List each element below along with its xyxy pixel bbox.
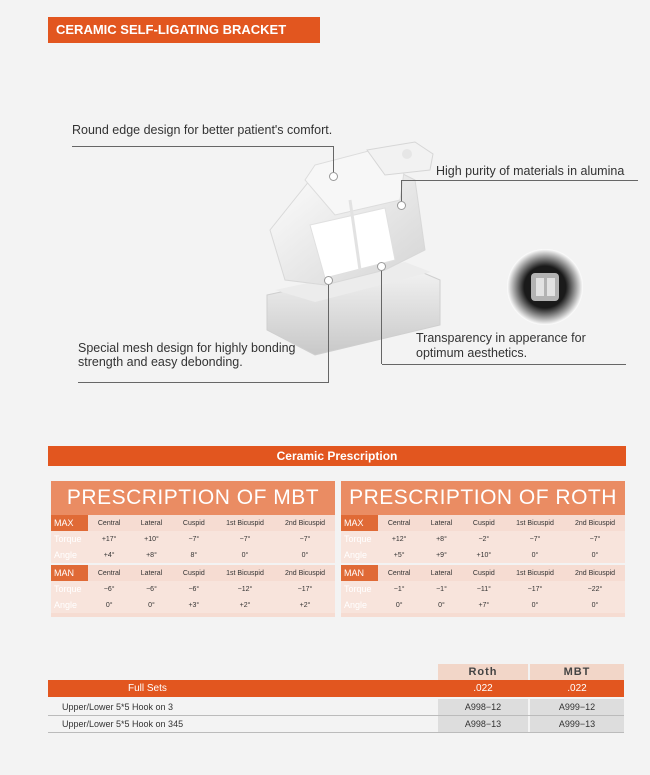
man-label: MAN bbox=[341, 564, 378, 581]
table-cell: +3° bbox=[173, 597, 215, 613]
table-cell: −1° bbox=[378, 581, 420, 597]
callout-purity: High purity of materials in alumina bbox=[436, 164, 625, 178]
leader-dot bbox=[329, 172, 338, 181]
mbt-prescription-table bbox=[51, 481, 335, 617]
roth-slot: .022 bbox=[473, 683, 493, 694]
mbt-slot: .022 bbox=[567, 683, 587, 694]
leader-dot bbox=[377, 262, 386, 271]
torque-label: Torque bbox=[51, 581, 88, 597]
table-cell: −6° bbox=[130, 581, 172, 597]
table-cell: +10° bbox=[463, 547, 505, 564]
col-header: 2nd Bicuspid bbox=[275, 564, 335, 581]
callout-transparency-line-2: optimum aesthetics. bbox=[416, 346, 528, 360]
table-cell: −11° bbox=[463, 581, 505, 597]
full-sets-row bbox=[48, 680, 624, 697]
table-row bbox=[48, 699, 624, 716]
mbt-code: A999−12 bbox=[530, 699, 624, 715]
table-cell: −7° bbox=[565, 531, 625, 547]
col-header: Lateral bbox=[430, 519, 453, 527]
prescription-band: Ceramic Prescription bbox=[48, 446, 626, 466]
table-cell: 0° bbox=[505, 597, 565, 613]
full-sets-label: Full Sets bbox=[128, 683, 167, 694]
roth-prescription-table bbox=[341, 481, 625, 617]
col-header: Lateral bbox=[140, 519, 163, 527]
roth-column-header: Roth bbox=[438, 664, 528, 680]
table-cell: +8° bbox=[420, 531, 462, 547]
man-label: MAN bbox=[51, 564, 88, 581]
col-header: Central bbox=[387, 519, 411, 527]
leader-line bbox=[78, 382, 329, 383]
max-label: MAX bbox=[51, 515, 88, 531]
table-cell: −6° bbox=[173, 581, 215, 597]
col-header: Cuspid bbox=[472, 519, 495, 527]
table-cell: +8° bbox=[130, 547, 172, 564]
table-cell: 0° bbox=[565, 547, 625, 564]
table-cell: −1° bbox=[420, 581, 462, 597]
table-cell: +10° bbox=[130, 531, 172, 547]
callout-transparency-line-1: Transparency in apperance for bbox=[416, 331, 586, 345]
callout-round-edge: Round edge design for better patient's comfort. bbox=[72, 123, 333, 137]
angle-label: Angle bbox=[341, 547, 378, 564]
table-cell: +4° bbox=[88, 547, 130, 564]
col-header: Cuspid bbox=[182, 519, 205, 527]
callout-mesh-line-2: strength and easy debonding. bbox=[78, 355, 243, 369]
col-header: 1st Bicuspid bbox=[516, 519, 554, 527]
torque-label: Torque bbox=[341, 531, 378, 547]
table-cell: −17° bbox=[505, 581, 565, 597]
bracket-photo-inset bbox=[507, 249, 583, 325]
table-cell: −7° bbox=[275, 531, 335, 547]
table-cell: +5° bbox=[378, 547, 420, 564]
table-cell: 0° bbox=[275, 547, 335, 564]
col-header: Cuspid bbox=[463, 564, 505, 581]
table-cell: −6° bbox=[88, 581, 130, 597]
col-header: Central bbox=[378, 564, 420, 581]
angle-label: Angle bbox=[51, 597, 88, 613]
col-header: 1st Bicuspid bbox=[226, 519, 264, 527]
table-cell: −7° bbox=[215, 531, 275, 547]
roth-title: PRESCRIPTION OF ROTH bbox=[341, 481, 625, 515]
row-label: Upper/Lower 5*5 Hook on 3 bbox=[62, 702, 174, 712]
roth-code: A998−12 bbox=[438, 699, 528, 715]
table-cell: −2° bbox=[463, 531, 505, 547]
row-label: Upper/Lower 5*5 Hook on 345 bbox=[62, 719, 184, 729]
leader-line bbox=[72, 146, 334, 147]
mbt-column-header: MBT bbox=[530, 664, 624, 680]
col-header: 2nd Bicuspid bbox=[565, 564, 625, 581]
leader-line bbox=[382, 364, 626, 365]
table-cell: 0° bbox=[130, 597, 172, 613]
table-cell: +9° bbox=[420, 547, 462, 564]
table-cell: +17° bbox=[88, 531, 130, 547]
table-cell: +12° bbox=[378, 531, 420, 547]
col-header: 2nd Bicuspid bbox=[284, 519, 326, 527]
table-cell: +2° bbox=[215, 597, 275, 613]
col-header: 1st Bicuspid bbox=[215, 564, 275, 581]
leader-line bbox=[381, 268, 382, 364]
col-header: 2nd Bicuspid bbox=[574, 519, 616, 527]
torque-label: Torque bbox=[341, 581, 378, 597]
angle-label: Angle bbox=[341, 597, 378, 613]
leader-line bbox=[402, 180, 638, 181]
ceramic-bracket-image bbox=[255, 140, 445, 360]
table-cell: −22° bbox=[565, 581, 625, 597]
roth-code: A998−13 bbox=[438, 716, 528, 732]
max-label: MAX bbox=[341, 515, 378, 531]
table-cell: 8° bbox=[173, 547, 215, 564]
torque-label: Torque bbox=[51, 531, 88, 547]
leader-dot bbox=[397, 201, 406, 210]
col-header: Lateral bbox=[130, 564, 172, 581]
callout-mesh-line-1: Special mesh design for highly bonding bbox=[78, 341, 296, 355]
section-title: CERAMIC SELF-LIGATING BRACKET bbox=[48, 17, 320, 43]
table-cell: 0° bbox=[88, 597, 130, 613]
leader-dot bbox=[324, 276, 333, 285]
mbt-title: PRESCRIPTION OF MBT bbox=[51, 481, 335, 515]
angle-label: Angle bbox=[51, 547, 88, 564]
table-cell: −7° bbox=[173, 531, 215, 547]
table-cell: 0° bbox=[565, 597, 625, 613]
col-header: 1st Bicuspid bbox=[505, 564, 565, 581]
table-cell: −17° bbox=[275, 581, 335, 597]
table-cell: −12° bbox=[215, 581, 275, 597]
table-cell: 0° bbox=[378, 597, 420, 613]
table-cell: +2° bbox=[275, 597, 335, 613]
col-header: Central bbox=[88, 564, 130, 581]
col-header: Lateral bbox=[420, 564, 462, 581]
col-header: Cuspid bbox=[173, 564, 215, 581]
table-cell: 0° bbox=[505, 547, 565, 564]
table-cell: −7° bbox=[505, 531, 565, 547]
table-row bbox=[48, 716, 624, 733]
leader-line bbox=[328, 282, 329, 382]
table-cell: 0° bbox=[215, 547, 275, 564]
table-cell: +7° bbox=[463, 597, 505, 613]
table-cell: 0° bbox=[420, 597, 462, 613]
col-header: Central bbox=[97, 519, 121, 527]
mbt-code: A999−13 bbox=[530, 716, 624, 732]
